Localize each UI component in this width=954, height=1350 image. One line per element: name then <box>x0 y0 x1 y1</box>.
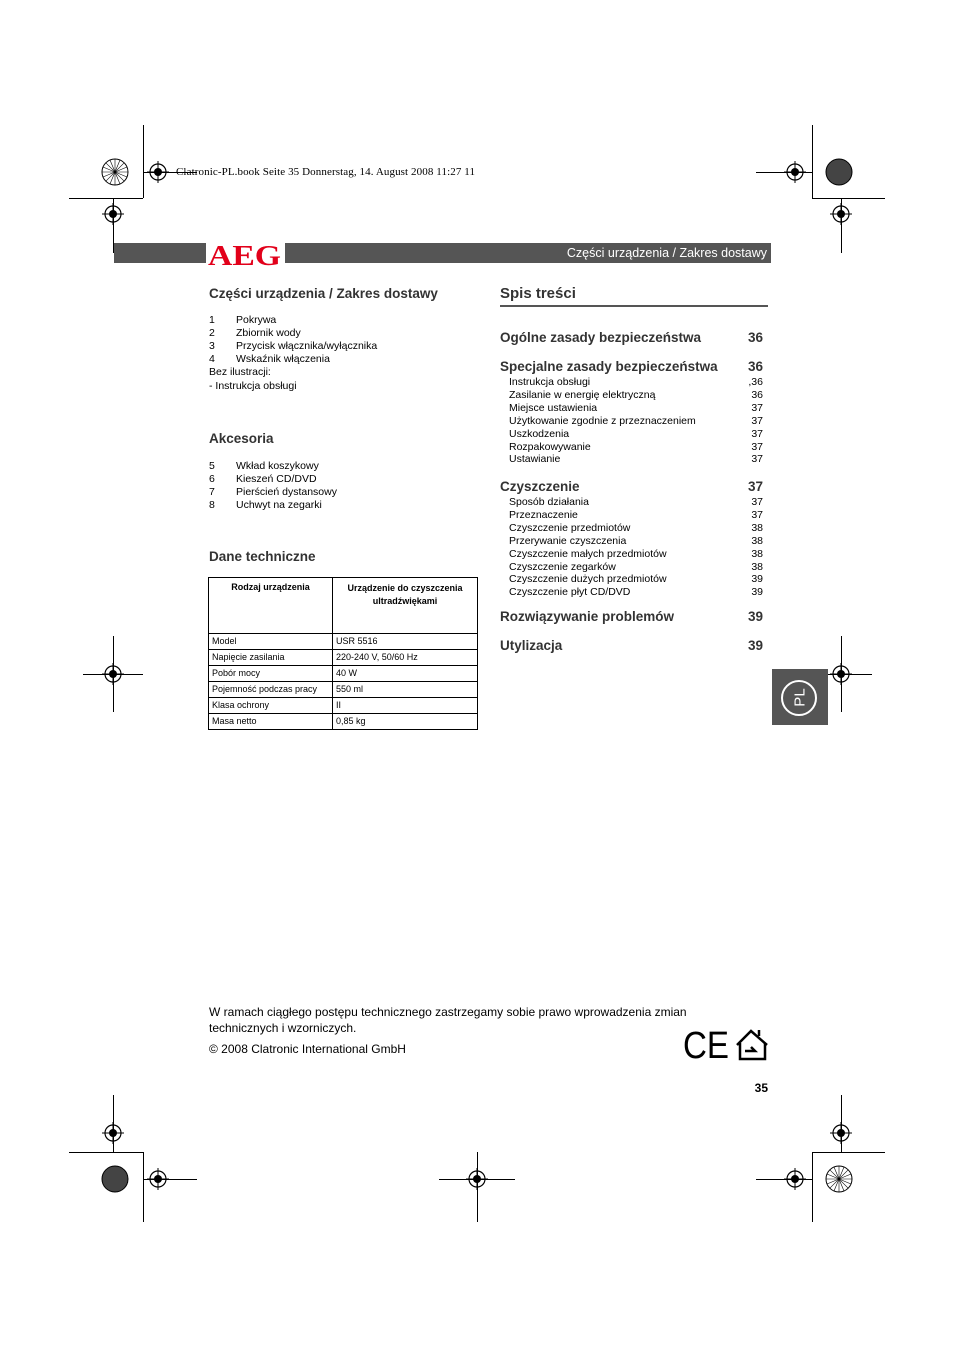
toc-section[interactable] <box>500 609 763 624</box>
toc-section-page: 39 <box>747 609 763 624</box>
indoor-use-icon <box>737 1030 767 1059</box>
list-item-label: Zbiornik wody <box>236 327 301 339</box>
toc-entry[interactable] <box>509 441 763 454</box>
toc-entry-page: 37 <box>751 427 763 440</box>
toc-entry-page: 36 <box>751 388 763 401</box>
toc-entry[interactable] <box>509 573 763 586</box>
crop-line <box>69 198 143 199</box>
toc-divider <box>500 305 768 307</box>
list-item <box>209 340 377 353</box>
footer-notice <box>209 1004 687 1036</box>
registration-mark-icon <box>830 663 852 685</box>
crop-line <box>143 125 144 198</box>
toc-entry-label: Miejsce ustawienia <box>509 401 598 414</box>
registration-mark-icon <box>466 1168 488 1190</box>
halftone-circle-icon <box>825 158 853 186</box>
list-item <box>209 327 377 340</box>
accessories-heading: Akcesoria <box>209 431 274 446</box>
tech-table-header-type: Rodzaj urządzenia <box>209 578 333 634</box>
toc-entry-label: Czyszczenie zegarków <box>509 560 616 573</box>
page-number: 35 <box>754 1081 768 1095</box>
toc-entry-label: Użytkowanie zgodnie z przeznaczeniem <box>509 414 696 427</box>
toc-section-title: Ogólne zasady bezpieczeństwa <box>500 330 702 345</box>
toc-section-page: 36 <box>747 330 763 345</box>
footer-notice-line1: W ramach ciągłego postępu technicznego zastrzegamy sobie prawo wprowadzenia zmian <box>209 1005 687 1019</box>
list-item-number: 2 <box>209 327 215 339</box>
toc-entry[interactable] <box>509 428 763 441</box>
toc-entry-page: 39 <box>751 573 763 586</box>
list-item-label: Wskaźnik włączenia <box>236 353 330 365</box>
toc-entry-page: 38 <box>751 547 763 560</box>
toc-title: Spis treści <box>500 285 576 302</box>
copyright: © 2008 Clatronic International GmbH <box>209 1042 406 1056</box>
toc-entry[interactable] <box>509 376 763 389</box>
toc-entry-page: 37 <box>751 496 763 508</box>
toc-entry[interactable] <box>509 496 763 509</box>
list-item-number: 5 <box>209 460 215 472</box>
toc-entry-label: Uszkodzenia <box>509 427 570 440</box>
registration-mark-icon <box>102 203 124 225</box>
table-cell-key: Pobór mocy <box>209 666 333 682</box>
table-row <box>209 682 478 698</box>
toc-entry[interactable] <box>509 509 763 522</box>
toc-section[interactable] <box>500 330 763 345</box>
ce-mark-icon <box>683 1027 769 1061</box>
table-cell-key: Klasa ochrony <box>209 698 333 714</box>
list-item <box>209 460 337 473</box>
toc-entry-label: Rozpakowywanie <box>509 440 591 453</box>
toc-subsection-list <box>509 376 763 466</box>
table-row <box>209 714 478 730</box>
language-tab <box>772 669 828 725</box>
toc-entry-label: Przerywanie czyszczenia <box>509 534 627 547</box>
language-tab-label: PL <box>791 688 809 707</box>
list-item-number: 7 <box>209 486 215 498</box>
list-item-number: 4 <box>209 353 215 365</box>
list-item-number: 1 <box>209 314 215 326</box>
list-item <box>209 499 337 512</box>
toc-section[interactable] <box>500 359 763 374</box>
toc-entry-page: ,36 <box>748 376 763 388</box>
toc-entry[interactable] <box>509 415 763 428</box>
table-cell-value: 40 W <box>333 666 478 682</box>
crop-line <box>812 125 813 198</box>
toc-section-title: Specjalne zasady bezpieczeństwa <box>500 359 718 374</box>
aeg-logo <box>207 241 283 269</box>
registration-mark-icon <box>784 161 806 183</box>
halftone-circle-icon <box>101 1165 129 1193</box>
toc-entry-page: 37 <box>751 508 763 521</box>
table-cell-value: 0,85 kg <box>333 714 478 730</box>
table-row <box>209 698 478 714</box>
registration-mark-icon <box>784 1168 806 1190</box>
crop-line <box>69 1152 143 1153</box>
svg-text:CE: CE <box>683 1027 729 1061</box>
registration-mark-icon <box>830 203 852 225</box>
tech-table-header-device: Urządzenie do czyszczenia ultradźwiękami <box>333 578 478 634</box>
toc-entry-label: Ustawianie <box>509 453 561 466</box>
toc-section[interactable] <box>500 479 763 494</box>
toc-entry-page: 37 <box>751 401 763 414</box>
toc-entry-label: Czyszczenie małych przedmiotów <box>509 547 667 560</box>
toc-entry[interactable] <box>509 548 763 561</box>
toc-entry-page: 37 <box>751 453 763 466</box>
header-section-title: Części urządzenia / Zakres dostawy <box>566 246 767 260</box>
registration-mark-icon <box>147 1168 169 1190</box>
table-row <box>209 666 478 682</box>
parts-extra-item: - Instrukcja obsługi <box>209 380 297 392</box>
table-row <box>209 650 478 666</box>
list-item-number: 8 <box>209 499 215 511</box>
tech-heading: Dane techniczne <box>209 549 316 564</box>
toc-entry[interactable] <box>509 522 763 535</box>
toc-entry[interactable] <box>509 561 763 574</box>
table-cell-value: USR 5516 <box>333 634 478 650</box>
list-item-label: Wkład koszykowy <box>236 460 319 472</box>
toc-entry-page: 39 <box>751 586 763 599</box>
toc-entry[interactable] <box>509 535 763 548</box>
crop-line <box>812 1152 885 1153</box>
table-cell-value: 220-240 V, 50/60 Hz <box>333 650 478 666</box>
table-cell-key: Masa netto <box>209 714 333 730</box>
toc-entry[interactable] <box>509 586 763 599</box>
list-item-number: 3 <box>209 340 215 352</box>
toc-entry-label: Czyszczenie płyt CD/DVD <box>509 586 631 599</box>
registration-mark-icon <box>102 663 124 685</box>
parts-list <box>209 314 377 366</box>
list-item-label: Przycisk włącznika/wyłącznika <box>236 340 378 352</box>
toc-section-page: 39 <box>747 638 763 653</box>
list-item-label: Pierścień dystansowy <box>236 486 337 498</box>
registration-mark-icon <box>830 1122 852 1144</box>
accessories-list <box>209 460 337 512</box>
registration-mark-icon <box>147 161 169 183</box>
svg-text:AEG: AEG <box>208 241 282 269</box>
toc-subsection-list <box>509 496 763 599</box>
footer-notice-line2: technicznych i wzorniczych. <box>209 1021 357 1035</box>
parts-extra-label: Bez ilustracji: <box>209 366 271 378</box>
toc-section-page: 36 <box>747 359 763 374</box>
print-info: Clatronic-PL.book Seite 35 Donnerstag, 14. August 2008 11:27 11 <box>176 166 476 178</box>
toc-section-title: Utylizacja <box>500 638 563 653</box>
list-item <box>209 486 337 499</box>
table-cell-key: Napięcie zasilania <box>209 650 333 666</box>
table-row <box>209 634 478 650</box>
table-cell-value: II <box>333 698 478 714</box>
toc-entry-label: Sposób działania <box>509 496 589 508</box>
list-item <box>209 314 377 327</box>
parts-heading: Części urządzenia / Zakres dostawy <box>209 286 438 301</box>
list-item-label: Kieszeń CD/DVD <box>236 473 317 485</box>
starburst-icon <box>101 158 129 186</box>
toc-section-title: Rozwiązywanie problemów <box>500 609 675 624</box>
toc-entry-label: Czyszczenie dużych przedmiotów <box>509 573 667 586</box>
crop-line <box>812 198 885 199</box>
registration-mark-icon <box>102 1122 124 1144</box>
toc-entry[interactable] <box>509 389 763 402</box>
toc-entry[interactable] <box>509 453 763 466</box>
table-cell-key: Pojemność podczas pracy <box>209 682 333 698</box>
toc-entry-page: 37 <box>751 414 763 427</box>
toc-entry-label: Przeznaczenie <box>509 508 578 521</box>
toc-entry-page: 38 <box>751 560 763 573</box>
toc-section-title: Czyszczenie <box>500 479 580 494</box>
toc-entry[interactable] <box>509 402 763 415</box>
list-item <box>209 473 337 486</box>
toc-entry-page: 37 <box>751 440 763 453</box>
list-item <box>209 353 377 366</box>
tech-table <box>208 577 478 730</box>
table-cell-value: 550 ml <box>333 682 478 698</box>
toc-section-page: 37 <box>747 479 763 494</box>
starburst-icon <box>825 1165 853 1193</box>
list-item-label: Pokrywa <box>236 314 277 326</box>
crop-line <box>812 1152 813 1222</box>
toc-entry-page: 38 <box>751 521 763 534</box>
list-item-label: Uchwyt na zegarki <box>236 499 322 511</box>
toc-section[interactable] <box>500 638 763 653</box>
toc-entry-page: 38 <box>751 534 763 547</box>
toc-entry-label: Czyszczenie przedmiotów <box>509 521 631 534</box>
list-item-number: 6 <box>209 473 215 485</box>
toc-entry-label: Zasilanie w energię elektryczną <box>509 388 656 401</box>
toc-entry-label: Instrukcja obsługi <box>509 376 591 388</box>
crop-line <box>143 1152 144 1222</box>
table-cell-key: Model <box>209 634 333 650</box>
header-bar-left <box>114 243 206 263</box>
